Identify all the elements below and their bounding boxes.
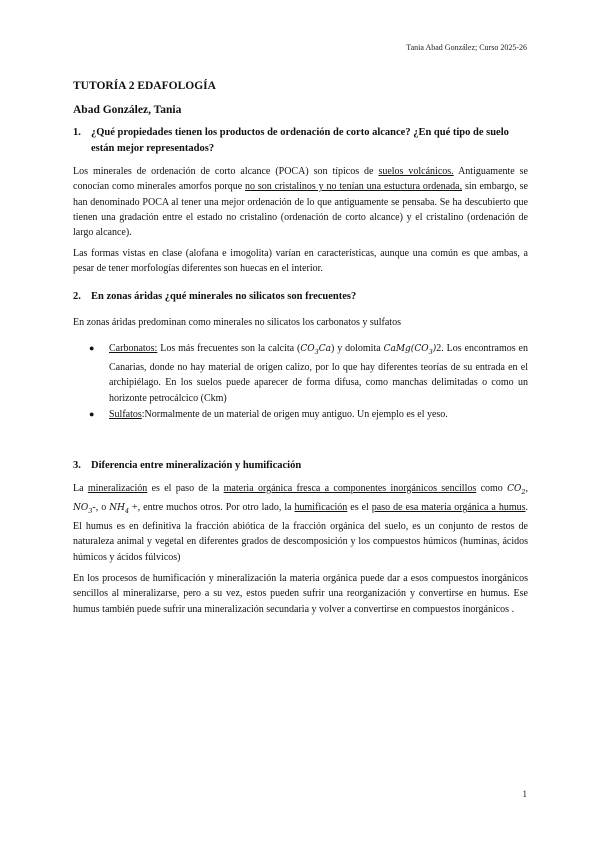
formula-no3: $NO_3$ (73, 503, 93, 515)
text-run: , (525, 483, 529, 494)
question-2-text: En zonas áridas ¿qué minerales no silicatos son frecuentes? (91, 291, 357, 302)
underlined-text: humificación (294, 502, 348, 514)
text-run: es el (347, 502, 372, 514)
question-3-number: 3. (73, 460, 81, 471)
answer-2-intro: En zonas áridas predominan como minerales no silicatos los carbonatos y sulfatos (73, 317, 401, 328)
answer-3-paragraph-1 (73, 481, 528, 565)
underlined-text: paso de esa materia orgánica a humus (371, 502, 526, 514)
formula-co2: $CO_2$ (507, 484, 526, 496)
question-1 (73, 125, 528, 157)
text-run: Los más frecuentes son la calcita ( (157, 343, 301, 354)
underlined-text: suelos volcánicos. (378, 166, 454, 177)
text-run: La (73, 483, 88, 494)
question-3 (73, 458, 301, 474)
bullet-icon: ● (89, 408, 95, 419)
question-1-text: ¿Qué propiedades tienen los productos de ordenación de corto alcance? ¿En qué tipo de suelo están mejor representados? (91, 127, 509, 154)
question-2 (73, 289, 356, 305)
answer-3-paragraph-2: En los procesos de humificación y mineralización la materia orgánica puede dar a esos compuestos inorgánicos sencillos al mineralizarse, pero a su vez, estos pueden sufrir una reorganización y convertirse en humus. Ese humus también puede sufrir una mineralización secundaria y volver a convertirse en compuestos inorgánicos . (73, 573, 528, 615)
text-run: -, o (92, 502, 110, 514)
list-item-label: Carbonatos: (109, 343, 158, 354)
text-run: es el paso de la (147, 483, 224, 494)
text-run: sin embargo, se han denominado POCA al tener una mejor ordenación de lo que antiguamente se pensaba. Se ha descubierto que tienen una gradación entre el estado no cristalino (ordenación de corto alcance) y el cristalino (ordenación de largo alcance). (73, 181, 528, 239)
text-run: 2. Los encontramos en Canarias, donde no hay material de origen calizo, por lo que hay diferentes teorías de su entrada en el archipiélago. En los suelos puede aparecer de forma difusa, como manchas delimitadas o como un horizonte petrocálcico (Ckm) (109, 343, 528, 404)
mineral-list (73, 341, 528, 423)
list-item-label: Sulfatos (109, 408, 142, 420)
underlined-text: no son cristalinos y no tenían una estuctura ordenada, (245, 181, 463, 193)
document-title: TUTORÍA 2 EDAFOLOGÍA (73, 80, 216, 92)
question-1-number: 1. (73, 127, 81, 138)
answer-1-paragraph-2: Las formas vistas en clase (alofana e imogolita) varían en características, aunque una común es que ambas, a pesar de tener morfologías diferentes son huecas en el interior. (73, 248, 528, 275)
page-number: 1 (522, 789, 527, 799)
list-item (73, 341, 528, 406)
text-run: +, entre muchos otros. Por otro lado, la (129, 502, 295, 514)
answer-1-paragraph-1 (73, 164, 528, 240)
text-run: :Normalmente de un material de origen muy antiguo. Un ejemplo es el yeso. (141, 408, 448, 420)
author-name: Abad González, Tania (73, 104, 182, 116)
text-run: como (476, 483, 508, 494)
text-run: Los minerales de ordenación de corto alcance (POCA) son típicos de (73, 166, 379, 177)
formula-nh4: $NH_4$ (109, 503, 130, 515)
underlined-text: materia orgánica fresca a componentes inorgánicos sencillos (223, 483, 477, 494)
formula-dolomite: $CaMg(CO_3)$ (383, 344, 437, 356)
bullet-icon: ● (89, 343, 95, 353)
text-run: Antiguamente se conocían como minerales amorfos porque (73, 166, 528, 193)
text-run: . El humus es en definitiva la fracción abiótica de la fracción orgánica del suelo, es un conjunto de restos de naturaleza animal y vegetal en diferentes grados de descomposición y los compuestos húmicos (huminas, ácidos húmicos y ácidos fúlvicos) (73, 502, 529, 563)
question-2-number: 2. (73, 291, 81, 302)
list-item (73, 407, 528, 422)
question-3-text: Diferencia entre mineralización y humificación (91, 460, 302, 471)
page-header: Tania Abad González; Curso 2025-26 (406, 43, 527, 52)
underlined-text: mineralización (87, 483, 148, 494)
text-run: ) y dolomita (331, 343, 384, 354)
formula-calcite: $CO_3Ca$ (300, 344, 331, 356)
